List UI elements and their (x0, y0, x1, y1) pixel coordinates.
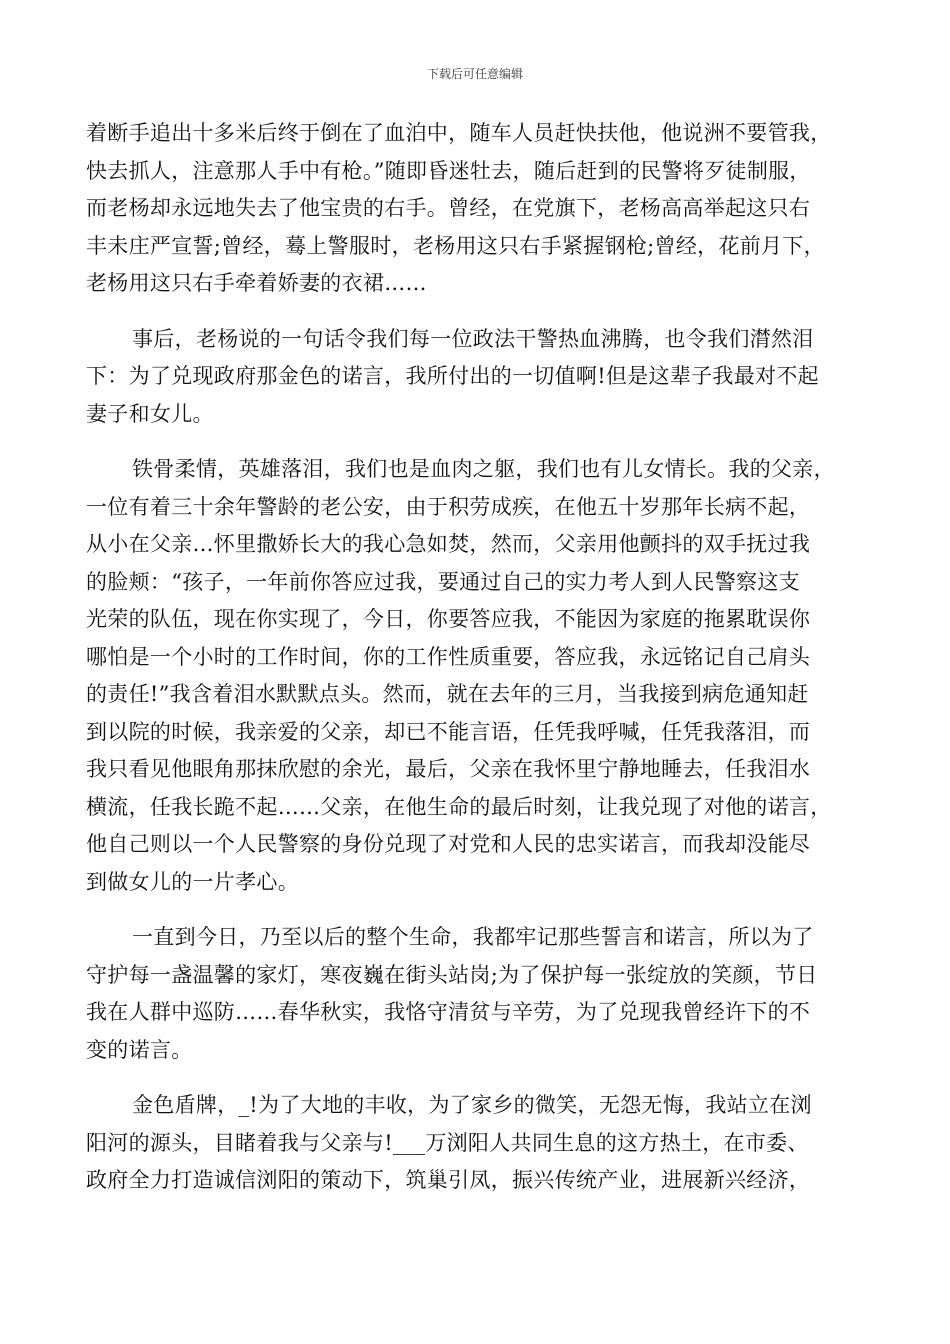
text-line: 守护每一盏温馨的家灯，寒夜巍在街头站岗;为了保护每一张绽放的笑颜，节日 (86, 962, 818, 987)
text-line: 下：为了兑现政府那金色的诺言，我所付出的一切值啊!但是这辈子我最对不起 (86, 364, 819, 388)
text-line: 丰未庄严宣誓;曾经，蓦上警服时，老杨用这只右手紧握钢枪;曾经，花前月下， (86, 233, 825, 258)
text-line: 他自己则以一个人民警察的身份兑现了对党和人民的忠实诺言，而我却没能尽 (86, 832, 811, 856)
paragraph-3 (86, 451, 866, 901)
paragraph-5 (86, 1087, 866, 1200)
text-line: 事后，老杨说的一句话令我们每一位政法干警热血沸腾，也令我们潸然泪 (132, 326, 814, 351)
text-line: 快去抓人，注意那人手中有枪。”随即昏迷牡去，随后赶到的民警将歹徒制服， (86, 158, 811, 183)
text-line: 变的诺言。 (86, 1037, 193, 1062)
document-body (86, 115, 866, 1218)
text-line: 的责任!”我含着泪水默默点头。然而，就在去年的三月，当我接到病危通知赶 (86, 682, 809, 706)
paragraph-2 (86, 321, 866, 434)
text-line: 的脸颊：“孩子，一年前你答应过我，要通过自己的实力考人到人民警察这支 (86, 569, 800, 594)
text-line: 妻子和女儿。 (86, 401, 214, 426)
text-line: 我在人群中巡防……春华秋实，我恪守清贫与辛劳，为了兑现我曾经许下的不 (86, 1000, 811, 1024)
text-line: 阳河的源头，目睹着我与父亲与!___万浏阳人共同生息的这方热土，在市委、 (86, 1130, 809, 1155)
text-line: 一位有着三十余年警龄的老公安，由于积劳成疾，在他五十岁那年长病不起， (86, 494, 811, 519)
paragraph-1 (86, 115, 866, 303)
text-line: 金色盾牌，_!为了大地的丰收，为了家乡的微笑，无怨无悔，我站立在浏 (132, 1093, 812, 1117)
text-line: 政府全力打造诚信浏阳的策动下，筑巢引凤，振兴传统产业，进展新兴经济， (86, 1168, 811, 1192)
text-line: 到以院的时候，我亲爱的父亲，却已不能言语，任凭我呼喊，任凭我落泪，而 (86, 719, 811, 744)
page-header: 下载后可任意编辑 (426, 67, 523, 81)
text-line: 老杨用这只右手牵着娇妻的衣裙…… (86, 271, 427, 295)
text-line: 一直到今日，乃至以后的整个生命，我都牢记那些誓言和诺言，所以为了 (132, 925, 814, 949)
text-line: 着断手追出十多米后终于倒在了血泊中，随车人员赶快扶他，他说洲不要管我， (86, 121, 832, 145)
paragraph-4 (86, 919, 866, 1069)
text-line: 而老杨却永远地失去了他宝贵的右手。曾经，在党旗下，老杨高高举起这只右 (86, 196, 811, 220)
text-line: 哪怕是一个小时的工作时间，你的工作性质重要，答应我，永远铭记自己肩头 (86, 644, 811, 669)
text-line: 铁骨柔情，英雄落泪，我们也是血肉之躯，我们也有儿女情长。我的父亲， (132, 457, 835, 481)
text-line: 到做女儿的一片孝心。 (86, 869, 299, 894)
text-line: 光荣的队伍，现在你实现了，今日，你要答应我，不能因为家庭的拖累耽误你 (86, 607, 811, 631)
text-line: 我只看见他眼角那抹欣慰的余光，最后，父亲在我怀里宁静地睡去，任我泪水 (86, 757, 811, 781)
text-line: 横流，任我长跪不起……父亲，在他生命的最后时刻，让我兑现了对他的诺言， (86, 794, 832, 819)
text-line: 从小在父亲…怀里撒娇长大的我心急如焚，然而，父亲用他颤抖的双手抚过我 (86, 532, 811, 556)
